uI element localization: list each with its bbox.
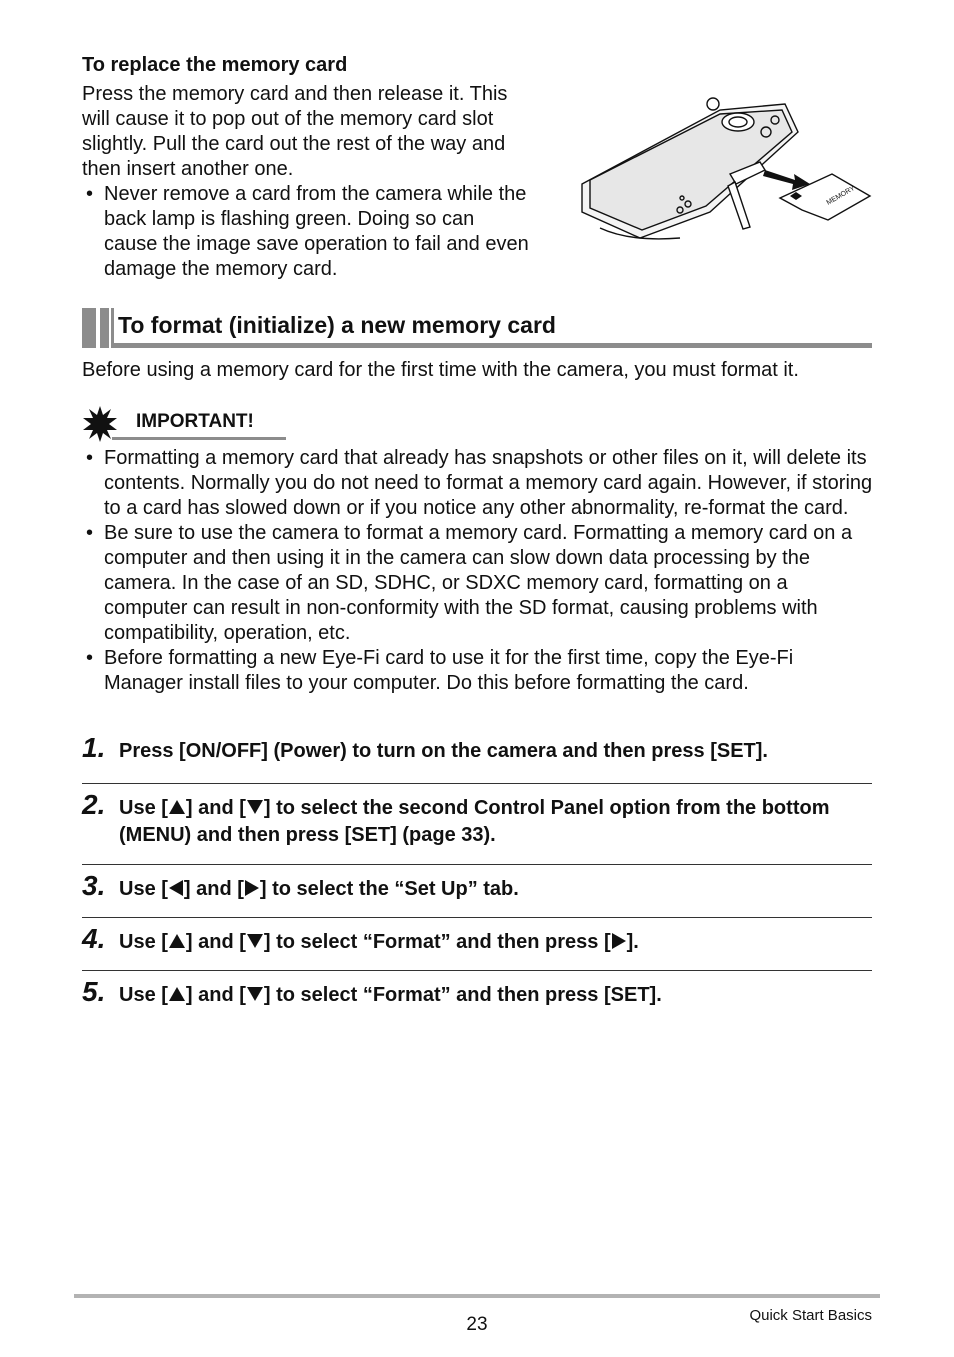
important-bullets <box>82 446 874 696</box>
replace-card-bullets <box>82 182 532 282</box>
list-item: • Be sure to use the camera to format a memory card. Formatting a memory card on a computer and then using it in the camera can slow down data processing by the camera. In the case of an SD, SDHC, or SDXC memory card, formatting on a computer can result in non-conformity with the SD format, causing problems with compatibility, operation, etc. <box>82 521 874 646</box>
format-intro: Before using a memory card for the first time with the camera, you must format it. <box>82 359 799 381</box>
step-5 <box>82 971 872 1009</box>
step-1 <box>82 732 872 783</box>
triangle-right-icon <box>245 880 259 896</box>
triangle-up-icon <box>169 987 185 1001</box>
replace-card-heading: To replace the memory card <box>82 54 348 76</box>
triangle-down-icon <box>247 800 263 814</box>
section-title: To format (initialize) a new memory card <box>118 312 556 338</box>
step-3 <box>82 865 872 917</box>
step-text: Use [ ] and [ ] to select the second Control Panel option from the bottom (MENU) and then press [SET] (page 33). <box>119 797 830 846</box>
important-callout <box>82 406 292 442</box>
step-text: Use [ ] and [ ] to select “Format” and then press [ ]. <box>119 931 639 953</box>
list-item: • Formatting a memory card that already has snapshots or other files on it, will delete its contents. Normally you do not need to format a memory card again. However, if storing to a card has slowed down or if you notice any other abnormality, re-format the card. <box>82 446 874 521</box>
step-number: 2. <box>82 789 106 820</box>
triangle-up-icon <box>169 934 185 948</box>
page-number: 23 <box>466 1314 488 1335</box>
steps-list <box>82 732 872 1009</box>
step-number: 3. <box>82 870 106 901</box>
step-number: 4. <box>82 923 106 954</box>
replace-card-paragraph: Press the memory card and then release it. This will cause it to pop out of the memory card slot slightly. Pull the card out the rest of the way and then insert another one. <box>82 83 508 180</box>
section-header <box>82 308 872 348</box>
triangle-left-icon <box>169 880 183 896</box>
list-item: • Never remove a card from the camera while the back lamp is flashing green. Doing so can cause the image save operation to fail and even damage the memory card. <box>82 182 532 282</box>
step-number: 1. <box>82 732 106 763</box>
step-number: 5. <box>82 976 106 1007</box>
step-text: Press [ON/OFF] (Power) to turn on the camera and then press [SET]. <box>119 740 768 762</box>
step-text: Use [ ] and [ ] to select the “Set Up” tab. <box>119 878 519 900</box>
triangle-up-icon <box>169 800 185 814</box>
step-2 <box>82 784 872 864</box>
step-4 <box>82 918 872 970</box>
important-label: IMPORTANT! <box>136 411 254 432</box>
footer-section-label: Quick Start Basics <box>749 1307 872 1324</box>
triangle-down-icon <box>247 934 263 948</box>
memory-card-label: MEMORY <box>825 184 857 207</box>
triangle-right-icon <box>612 933 626 949</box>
footer-rule <box>74 1294 880 1298</box>
list-item: • Before formatting a new Eye-Fi card to use it for the first time, copy the Eye-Fi Manager install files to your computer. Do this before formatting the card. <box>82 646 874 696</box>
triangle-down-icon <box>247 987 263 1001</box>
camera-card-illustration <box>570 92 875 242</box>
step-text: Use [ ] and [ ] to select “Format” and then press [SET]. <box>119 984 662 1006</box>
